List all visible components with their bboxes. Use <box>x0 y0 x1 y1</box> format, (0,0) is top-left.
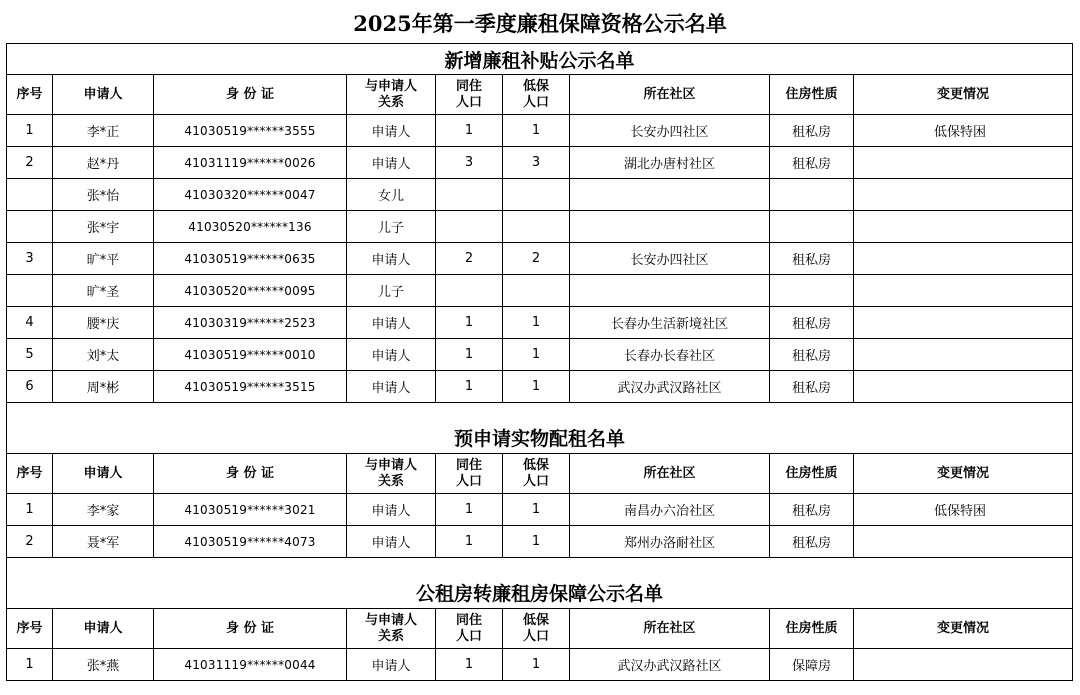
cell-applicant: 刘*太 <box>53 339 154 371</box>
column-header-relation: 与申请人 关系 <box>347 75 436 115</box>
cell-relation: 申请人 <box>347 494 436 526</box>
column-header-seq: 序号 <box>7 75 53 115</box>
table-row <box>7 494 1073 526</box>
cell-seq: 1 <box>7 115 53 147</box>
cell-id-number: 41030520******0095 <box>154 275 347 307</box>
column-header-relation: 与申请人 关系 <box>347 454 436 494</box>
cell-low-income-count: 1 <box>503 649 570 681</box>
cell-applicant: 李*家 <box>53 494 154 526</box>
cell-housing-type: 租私房 <box>770 147 854 179</box>
cell-low-income-count: 2 <box>503 243 570 275</box>
cell-relation: 儿子 <box>347 275 436 307</box>
cell-id-number: 41030519******0635 <box>154 243 347 275</box>
table-row <box>7 371 1073 403</box>
section-title: 公租房转廉租房保障公示名单 <box>7 558 1073 609</box>
cell-low-income-count: 1 <box>503 526 570 558</box>
column-header-housing-type: 住房性质 <box>770 454 854 494</box>
cell-id-number: 41031119******0026 <box>154 147 347 179</box>
table-row <box>7 307 1073 339</box>
table-row <box>7 526 1073 558</box>
cell-seq: 6 <box>7 371 53 403</box>
cell-household-size: 1 <box>436 649 503 681</box>
table-row <box>7 147 1073 179</box>
section-title-row <box>7 403 1073 454</box>
cell-housing-type: 租私房 <box>770 371 854 403</box>
cell-community <box>570 275 770 307</box>
cell-change-status: 低保特困 <box>854 494 1073 526</box>
column-header-id-number: 身 份 证 <box>154 454 347 494</box>
column-header-community: 所在社区 <box>570 454 770 494</box>
cell-seq <box>7 211 53 243</box>
cell-low-income-count <box>503 275 570 307</box>
cell-household-size: 1 <box>436 526 503 558</box>
column-header-household-size: 同住 人口 <box>436 454 503 494</box>
cell-id-number: 41030519******3555 <box>154 115 347 147</box>
section-title: 预申请实物配租名单 <box>7 403 1073 454</box>
cell-relation: 申请人 <box>347 339 436 371</box>
cell-household-size: 1 <box>436 339 503 371</box>
cell-community: 湖北办唐村社区 <box>570 147 770 179</box>
cell-relation: 申请人 <box>347 649 436 681</box>
section-title-row <box>7 44 1073 75</box>
cell-applicant: 聂*军 <box>53 526 154 558</box>
column-header-change-status: 变更情况 <box>854 609 1073 649</box>
cell-id-number: 41030519******3021 <box>154 494 347 526</box>
cell-household-size: 3 <box>436 147 503 179</box>
cell-low-income-count: 1 <box>503 494 570 526</box>
cell-seq: 4 <box>7 307 53 339</box>
table-row <box>7 339 1073 371</box>
cell-seq: 5 <box>7 339 53 371</box>
cell-household-size: 1 <box>436 494 503 526</box>
column-header-seq: 序号 <box>7 609 53 649</box>
cell-low-income-count: 1 <box>503 115 570 147</box>
cell-community <box>570 179 770 211</box>
cell-applicant: 张*燕 <box>53 649 154 681</box>
column-header-low-income-count: 低保 人口 <box>503 609 570 649</box>
cell-household-size <box>436 275 503 307</box>
cell-housing-type <box>770 211 854 243</box>
cell-seq <box>7 179 53 211</box>
cell-applicant: 旷*圣 <box>53 275 154 307</box>
cell-change-status <box>854 243 1073 275</box>
cell-change-status <box>854 526 1073 558</box>
cell-relation: 儿子 <box>347 211 436 243</box>
cell-low-income-count: 1 <box>503 307 570 339</box>
cell-id-number: 41030519******4073 <box>154 526 347 558</box>
cell-seq: 1 <box>7 494 53 526</box>
section-title: 新增廉租补贴公示名单 <box>7 44 1073 75</box>
cell-applicant: 周*彬 <box>53 371 154 403</box>
cell-seq: 2 <box>7 526 53 558</box>
column-header-change-status: 变更情况 <box>854 75 1073 115</box>
column-header-household-size: 同住 人口 <box>436 609 503 649</box>
cell-community <box>570 211 770 243</box>
cell-household-size: 1 <box>436 307 503 339</box>
cell-household-size <box>436 179 503 211</box>
cell-household-size: 1 <box>436 371 503 403</box>
cell-community: 南昌办六冶社区 <box>570 494 770 526</box>
cell-community: 郑州办洛耐社区 <box>570 526 770 558</box>
column-header-relation: 与申请人 关系 <box>347 609 436 649</box>
table-row <box>7 649 1073 681</box>
cell-id-number: 41031119******0044 <box>154 649 347 681</box>
cell-id-number: 41030519******3515 <box>154 371 347 403</box>
column-header-seq: 序号 <box>7 454 53 494</box>
cell-change-status <box>854 307 1073 339</box>
cell-change-status <box>854 649 1073 681</box>
cell-change-status <box>854 179 1073 211</box>
cell-applicant: 张*怡 <box>53 179 154 211</box>
cell-housing-type: 租私房 <box>770 115 854 147</box>
cell-applicant: 李*正 <box>53 115 154 147</box>
cell-id-number: 41030320******0047 <box>154 179 347 211</box>
column-header-row <box>7 609 1073 649</box>
cell-relation: 申请人 <box>347 147 436 179</box>
column-header-applicant: 申请人 <box>53 454 154 494</box>
cell-change-status <box>854 275 1073 307</box>
column-header-row <box>7 454 1073 494</box>
cell-housing-type: 租私房 <box>770 339 854 371</box>
column-header-id-number: 身 份 证 <box>154 75 347 115</box>
cell-relation: 女儿 <box>347 179 436 211</box>
roster-table <box>6 43 1073 681</box>
cell-housing-type: 保障房 <box>770 649 854 681</box>
cell-change-status <box>854 211 1073 243</box>
column-header-row <box>7 75 1073 115</box>
column-header-household-size: 同住 人口 <box>436 75 503 115</box>
cell-id-number: 41030520******136 <box>154 211 347 243</box>
cell-change-status <box>854 371 1073 403</box>
cell-applicant: 张*宇 <box>53 211 154 243</box>
cell-community: 长春办长春社区 <box>570 339 770 371</box>
cell-household-size <box>436 211 503 243</box>
cell-low-income-count <box>503 179 570 211</box>
cell-housing-type: 租私房 <box>770 526 854 558</box>
column-header-community: 所在社区 <box>570 75 770 115</box>
column-header-applicant: 申请人 <box>53 75 154 115</box>
cell-community: 长安办四社区 <box>570 115 770 147</box>
column-header-low-income-count: 低保 人口 <box>503 454 570 494</box>
cell-community: 武汉办武汉路社区 <box>570 371 770 403</box>
cell-relation: 申请人 <box>347 307 436 339</box>
cell-seq: 1 <box>7 649 53 681</box>
cell-community: 武汉办武汉路社区 <box>570 649 770 681</box>
table-row <box>7 179 1073 211</box>
cell-change-status <box>854 147 1073 179</box>
document-title: 2025年第一季度廉租保障资格公示名单 <box>353 11 727 36</box>
table-row <box>7 275 1073 307</box>
cell-household-size: 1 <box>436 115 503 147</box>
cell-housing-type: 租私房 <box>770 494 854 526</box>
cell-community: 长安办四社区 <box>570 243 770 275</box>
column-header-applicant: 申请人 <box>53 609 154 649</box>
cell-low-income-count: 1 <box>503 339 570 371</box>
cell-id-number: 41030519******0010 <box>154 339 347 371</box>
cell-housing-type: 租私房 <box>770 243 854 275</box>
cell-housing-type <box>770 275 854 307</box>
table-row <box>7 211 1073 243</box>
cell-change-status: 低保特困 <box>854 115 1073 147</box>
table-row <box>7 115 1073 147</box>
cell-id-number: 41030319******2523 <box>154 307 347 339</box>
cell-applicant: 赵*丹 <box>53 147 154 179</box>
cell-seq: 3 <box>7 243 53 275</box>
column-header-low-income-count: 低保 人口 <box>503 75 570 115</box>
cell-relation: 申请人 <box>347 526 436 558</box>
cell-applicant: 腰*庆 <box>53 307 154 339</box>
cell-low-income-count: 1 <box>503 371 570 403</box>
cell-relation: 申请人 <box>347 371 436 403</box>
column-header-community: 所在社区 <box>570 609 770 649</box>
cell-relation: 申请人 <box>347 243 436 275</box>
column-header-id-number: 身 份 证 <box>154 609 347 649</box>
cell-housing-type: 租私房 <box>770 307 854 339</box>
column-header-housing-type: 住房性质 <box>770 75 854 115</box>
section-title-row <box>7 558 1073 609</box>
cell-household-size: 2 <box>436 243 503 275</box>
cell-seq <box>7 275 53 307</box>
cell-housing-type <box>770 179 854 211</box>
column-header-change-status: 变更情况 <box>854 454 1073 494</box>
cell-low-income-count: 3 <box>503 147 570 179</box>
table-row <box>7 243 1073 275</box>
column-header-housing-type: 住房性质 <box>770 609 854 649</box>
cell-applicant: 旷*平 <box>53 243 154 275</box>
cell-change-status <box>854 339 1073 371</box>
cell-relation: 申请人 <box>347 115 436 147</box>
cell-seq: 2 <box>7 147 53 179</box>
cell-low-income-count <box>503 211 570 243</box>
cell-community: 长春办生活新境社区 <box>570 307 770 339</box>
